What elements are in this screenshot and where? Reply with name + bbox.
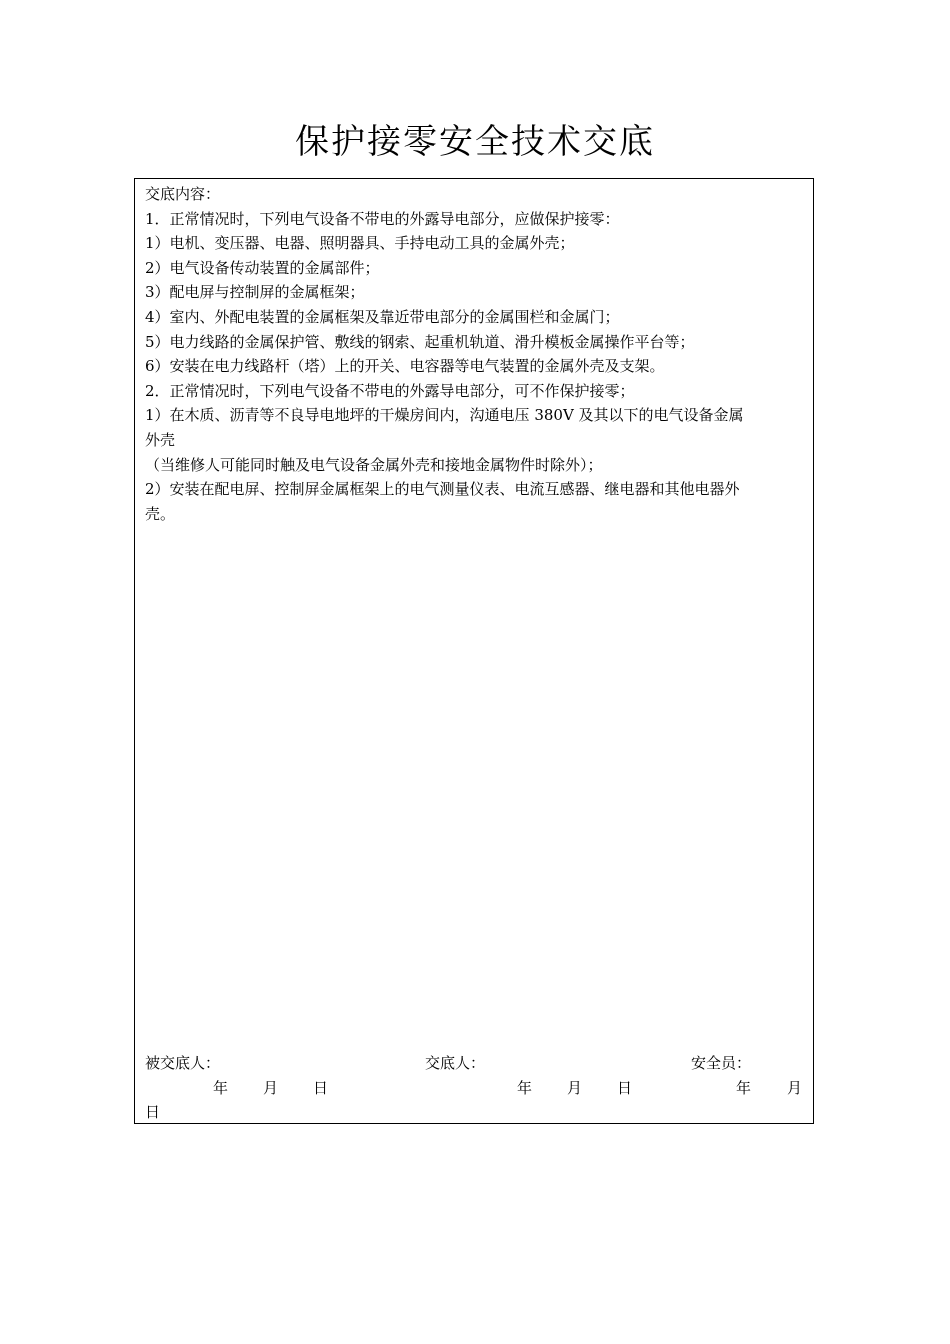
content-line: 3）配电屏与控制屏的金属框架； bbox=[145, 283, 365, 302]
content-line: （当维修人可能同时触及电气设备金属外壳和接地金属物件时除外）； bbox=[145, 455, 603, 474]
safety-officer-date-year: 年 bbox=[736, 1078, 752, 1097]
disclosure-content bbox=[145, 182, 805, 526]
signature-dates-row bbox=[145, 1076, 805, 1101]
presenter-date-month: 月 bbox=[567, 1078, 583, 1097]
safety-officer-date-month: 月 bbox=[787, 1078, 803, 1097]
document-title: 保护接零安全技术交底 bbox=[295, 122, 655, 162]
content-line: 2）电气设备传动装置的金属部件； bbox=[145, 258, 380, 277]
signature-footer bbox=[145, 1051, 805, 1125]
content-line: 4）室内、外配电装置的金属框架及靠近带电部分的金属围栏和金属门； bbox=[145, 307, 620, 326]
presenter-date-day: 日 bbox=[617, 1078, 633, 1097]
signature-dates-wrap-row bbox=[145, 1100, 805, 1125]
content-line: 1．正常情况时，下列电气设备不带电的外露导电部分，应做保护接零： bbox=[145, 209, 620, 228]
receiver-date-year: 年 bbox=[213, 1078, 229, 1097]
content-line: 1）在木质、沥青等不良导电地坪的干燥房间内，沟通电压 380V 及其以下的电气设备金属 bbox=[145, 406, 744, 425]
content-line: 6）安装在电力线路杆（塔）上的开关、电容器等电气装置的金属外壳及支架。 bbox=[145, 357, 665, 376]
safety-officer-label: 安全员： bbox=[691, 1054, 752, 1072]
content-line: 壳。 bbox=[145, 504, 176, 523]
content-line: 2．正常情况时，下列电气设备不带电的外露导电部分，可不作保护接零； bbox=[145, 381, 635, 400]
signature-labels-row bbox=[145, 1051, 805, 1076]
disclosure-table bbox=[134, 178, 814, 1124]
content-line: 2）安装在配电屏、控制屏金属框架上的电气测量仪表、电流互感器、继电器和其他电器外 bbox=[145, 480, 740, 499]
safety-officer-date-day: 日 bbox=[145, 1103, 161, 1122]
receiver-date-month: 月 bbox=[263, 1078, 279, 1097]
receiver-label: 被交底人： bbox=[145, 1054, 221, 1072]
content-line: 1）电机、变压器、电器、照明器具、手持电动工具的金属外壳； bbox=[145, 234, 575, 253]
receiver-date-day: 日 bbox=[313, 1078, 329, 1097]
content-line: 5）电力线路的金属保护管、敷线的钢索、起重机轨道、滑升模板金属操作平台等； bbox=[145, 332, 695, 351]
presenter-label: 交底人： bbox=[425, 1054, 486, 1072]
presenter-date-year: 年 bbox=[517, 1078, 533, 1097]
content-heading: 交底内容： bbox=[145, 185, 221, 203]
content-line: 外壳 bbox=[145, 430, 176, 449]
